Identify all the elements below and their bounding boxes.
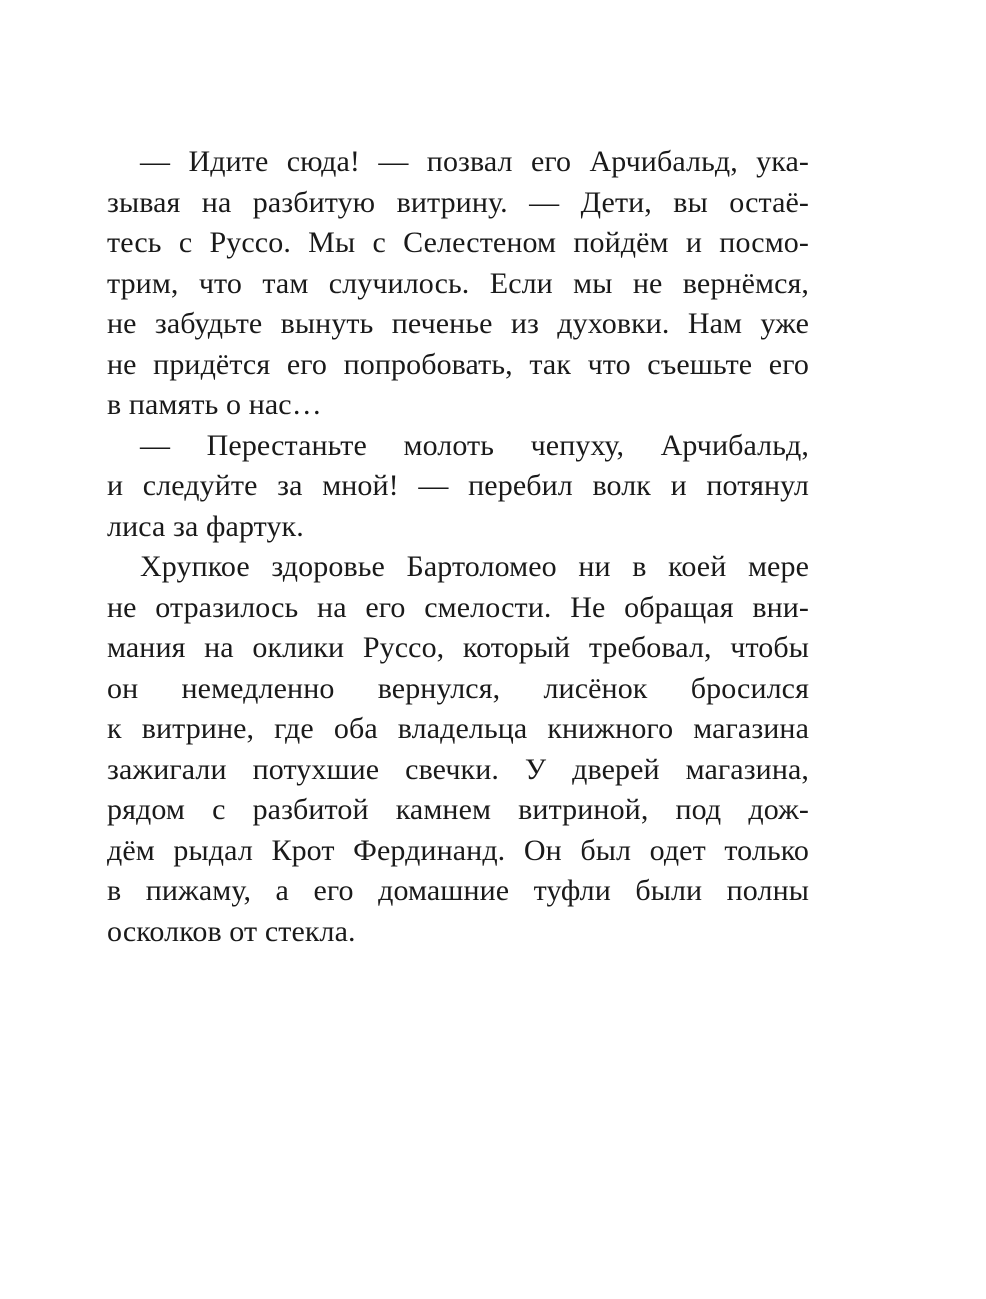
text-line: зажигали потухшие свечки. У дверей магазина, <box>107 752 809 786</box>
text-line: не забудьте вынуть печенье из духовки. Нам уже <box>107 307 809 340</box>
text-line: мания на оклики Руссо, который требовал, чтобы <box>107 631 809 664</box>
paragraph-1 <box>107 142 809 426</box>
text-line: трим, что там случилось. Если мы не вернёмся, <box>107 266 809 300</box>
text-line: осколков от стекла. <box>107 914 356 948</box>
text-line: не отразилось на его смелости. Не обращая вни- <box>107 590 809 624</box>
paragraph-2 <box>107 426 809 548</box>
book-page <box>107 142 809 952</box>
text-line: тесь с Руссо. Мы с Селестеном пойдём и посмо- <box>107 226 809 259</box>
text-line: дём рыдал Крот Фердинанд. Он был одет только <box>107 833 809 867</box>
paragraph-3 <box>107 547 809 952</box>
text-line: к витрине, где оба владельца книжного магазина <box>107 712 809 745</box>
text-line: Хрупкое здоровье Бартоломео ни в коей мере <box>140 550 809 583</box>
text-line: не придётся его попробовать, так что съешьте его <box>107 347 809 381</box>
text-line: лиса за фартук. <box>107 509 304 543</box>
text-line: — Перестаньте молоть чепуху, Арчибальд, <box>140 428 809 462</box>
text-line: он немедленно вернулся, лисёнок бросился <box>107 671 809 705</box>
text-line: — Идите сюда! — позвал его Арчибальд, ука- <box>140 145 809 178</box>
text-line: зывая на разбитую витрину. — Дети, вы остаё- <box>107 185 809 219</box>
text-line: в память о нас… <box>107 388 322 421</box>
text-line: рядом с разбитой камнем витриной, под дож- <box>107 793 809 826</box>
text-line: и следуйте за мной! — перебил волк и потянул <box>107 469 809 502</box>
text-line: в пижаму, а его домашние туфли были полны <box>107 874 809 907</box>
